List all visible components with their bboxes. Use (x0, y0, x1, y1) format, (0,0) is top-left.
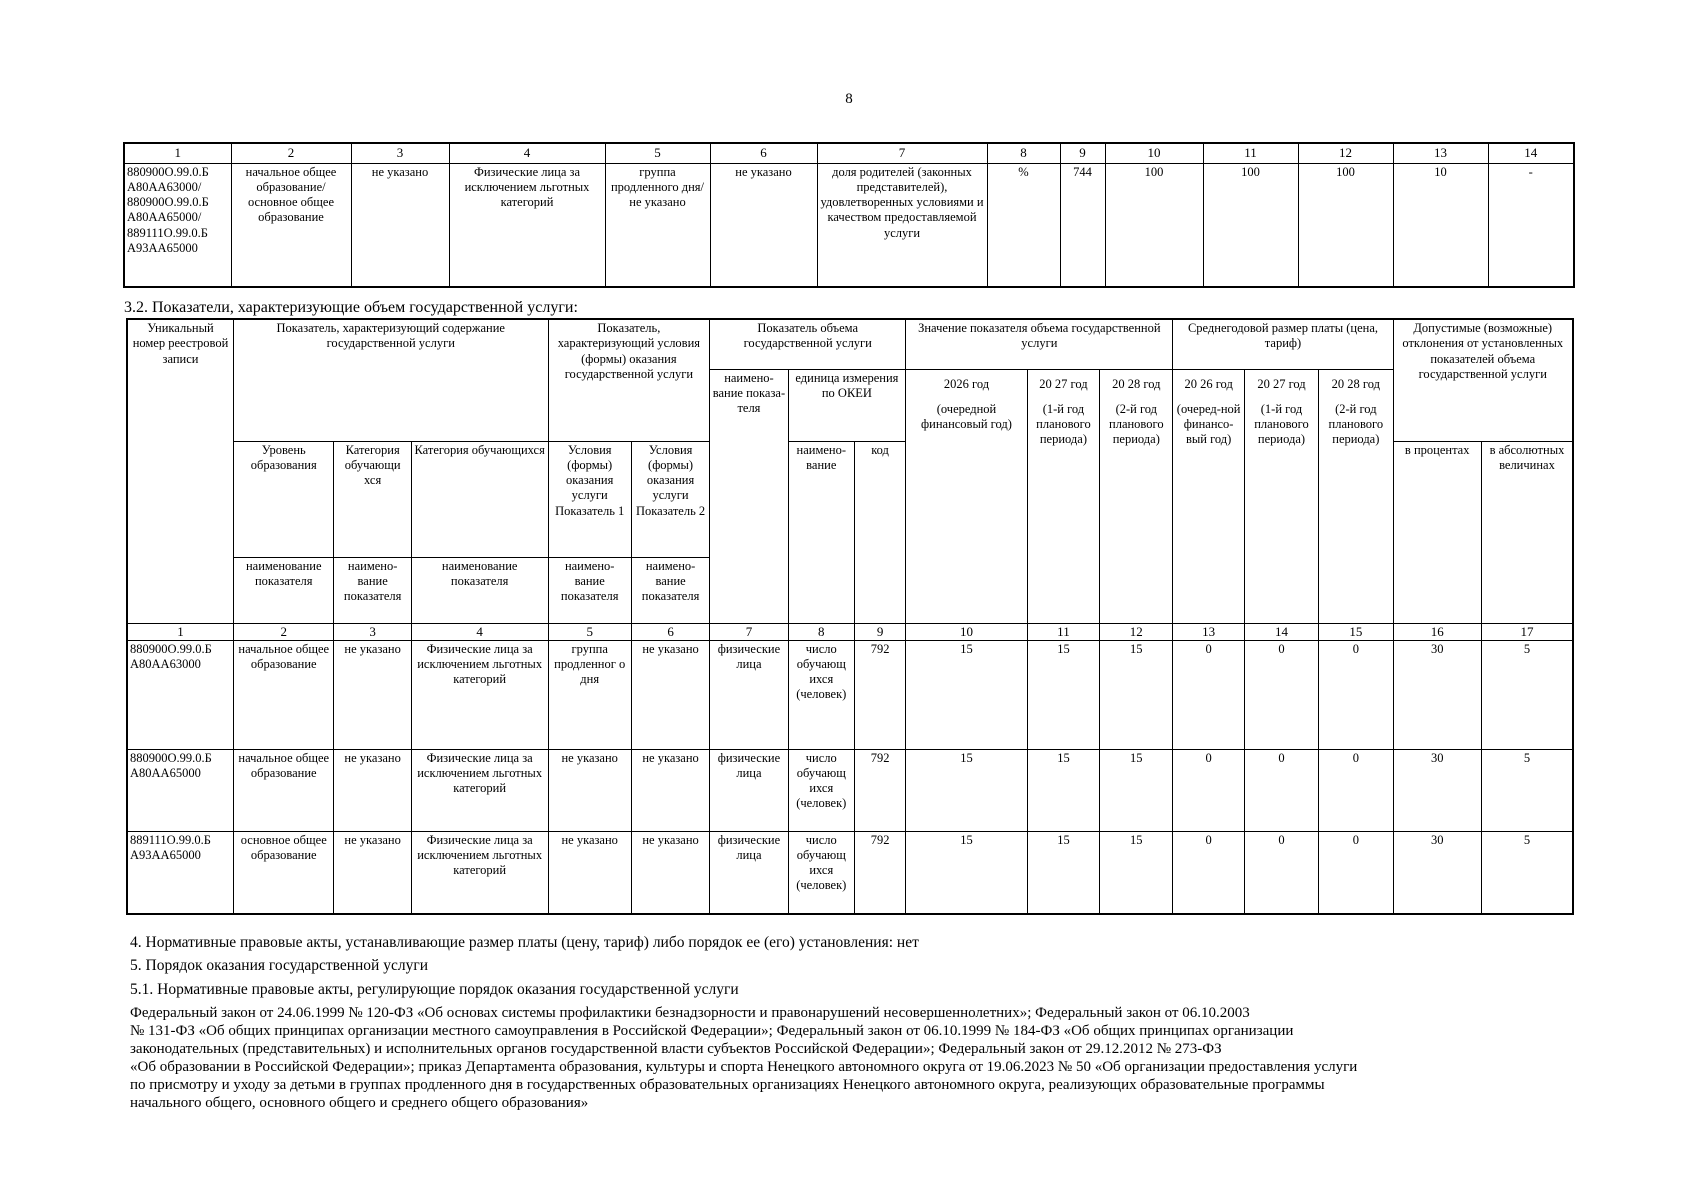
header-volume-indicator: Показатель объема государственной услуги (710, 319, 906, 369)
paragraph-5-1: 5.1. Нормативные правовые акты, регулирующие порядок оказания государственной услуги (130, 981, 739, 998)
header-fee-2028 (1319, 369, 1393, 623)
table-cell: 0 (1319, 831, 1393, 914)
table-cell: 15 (906, 831, 1028, 914)
table-cell: Физические лица за исключением льготных категорий (411, 749, 548, 831)
header-average-fee: Среднегодовой размер платы (цена, тариф) (1173, 319, 1393, 369)
header-fee-2027 (1244, 369, 1318, 623)
header-indicator-name: наимено-вание показа-теля (710, 369, 788, 623)
period-label: (2-й год планового периода) (1328, 401, 1384, 447)
table-cell: Физические лица за исключением льготных категорий (411, 831, 548, 914)
col-number: 8 (788, 623, 854, 640)
legal-acts-line: № 131-ФЗ «Об общих принципах организации местного самоуправления в Российской Федерации»; Федеральный закон от 06.10.1999 № 184-ФЗ «Об общих принципах организации (130, 1023, 1294, 1039)
year-label: 20 27 год (1257, 376, 1306, 391)
table-cell: число обучающ ихся (человек) (788, 640, 854, 749)
table-cell: не указано (334, 640, 411, 749)
table-cell: 792 (854, 831, 905, 914)
col-number: 6 (631, 623, 709, 640)
table-row (127, 831, 1573, 914)
header-indicator-name-5: наимено-вание показателя (548, 557, 631, 623)
header-unique-number: Уникальный номер реестровой записи (127, 319, 234, 623)
header-indicator-name-4: наименование показателя (411, 557, 548, 623)
col-number: 10 (906, 623, 1028, 640)
col-number: 10 (1105, 143, 1203, 163)
period-label: (1-й год планового периода) (1254, 401, 1309, 447)
header-in-absolute: в абсолютных величинах (1481, 441, 1573, 623)
table-cell: группа продленног о дня (548, 640, 631, 749)
section-heading-3-2: 3.2. Показатели, характеризующие объем государственной услуги: (124, 299, 578, 316)
header-unit: единица измерения по ОКЕИ (788, 369, 906, 441)
table-cell: 15 (1100, 831, 1173, 914)
col-number: 3 (351, 143, 449, 163)
table-cell: не указано (548, 749, 631, 831)
table-cell: доля родителей (законных представителей), удовлетворенных условиями и качеством предоставляемой услуги (817, 163, 987, 287)
table-cell: 744 (1060, 163, 1105, 287)
registry-number-cell: 889111О.99.0.Б А93АА65000 (127, 831, 234, 914)
header-row-1 (127, 319, 1573, 369)
table-cell: 0 (1173, 749, 1244, 831)
period-label: (очередной финансовый год) (921, 401, 1012, 431)
table-cell: 0 (1244, 831, 1318, 914)
col-number: 12 (1298, 143, 1393, 163)
header-condition-2: Условия (формы) оказания услуги Показатель 2 (631, 441, 709, 557)
header-student-category: Категория обучающихся (411, 441, 548, 557)
period-label: (2-й год планового периода) (1109, 401, 1164, 447)
table-cell: 15 (1027, 831, 1099, 914)
table-cell: 792 (854, 749, 905, 831)
col-number: 9 (1060, 143, 1105, 163)
col-number: 9 (854, 623, 905, 640)
table-cell: 100 (1298, 163, 1393, 287)
col-number: 14 (1488, 143, 1574, 163)
col-number: 13 (1393, 143, 1488, 163)
table-cell: 15 (906, 640, 1028, 749)
header-indicator-name-3: наимено-вание показателя (334, 557, 411, 623)
table-cell: 30 (1393, 831, 1481, 914)
table-cell: не указано (631, 640, 709, 749)
table-cell: 0 (1319, 640, 1393, 749)
year-label: 20 26 год (1184, 376, 1233, 391)
header-deviations: Допустимые (возможные) отклонения от установленных показателей объема государственной услуги (1393, 319, 1573, 441)
table-cell: 30 (1393, 749, 1481, 831)
table-cell: 30 (1393, 640, 1481, 749)
header-fee-2026 (1173, 369, 1244, 623)
table-cell: - (1488, 163, 1574, 287)
legal-acts-line: «Об образовании в Российской Федерации»; приказ Департамента образования, культуры и спорта Ненецкого автономного округа от 19.06.2023 № 50 «Об организации предоставления услуги (130, 1059, 1358, 1075)
header-student-category-short: Категория обучающи хся (334, 441, 411, 557)
paragraph-4: 4. Нормативные правовые акты, устанавливающие размер платы (цену, тариф) либо порядок ее (его) установления: нет (130, 934, 919, 951)
table-row (124, 163, 1574, 287)
table-cell: физические лица (710, 640, 788, 749)
registry-number-cell: 880900О.99.0.Б А80АА63000 (127, 640, 234, 749)
header-conditions-indicator: Показатель, характеризующий условия (формы) оказания государственной услуги (548, 319, 710, 441)
header-year-2026 (906, 369, 1028, 623)
table-cell: 0 (1319, 749, 1393, 831)
header-indicator-name-6: наимено-вание показателя (631, 557, 709, 623)
legal-acts-text (130, 1004, 1580, 1112)
table-cell: 0 (1244, 640, 1318, 749)
table-cell: 5 (1481, 640, 1573, 749)
table-cell: физические лица (710, 749, 788, 831)
registry-number-cell: 880900О.99.0.Б А80АА63000/ 880900О.99.0.Б А80АА65000/ 889111О.99.0.Б А93АА65000 (124, 163, 231, 287)
table-cell: 15 (1027, 749, 1099, 831)
paragraph-5: 5. Порядок оказания государственной услуги (130, 957, 428, 974)
table-cell: 10 (1393, 163, 1488, 287)
col-number: 15 (1319, 623, 1393, 640)
table-cell: начальное общее образование (234, 749, 334, 831)
table-cell: 100 (1105, 163, 1203, 287)
header-volume-value: Значение показателя объема государственной услуги (906, 319, 1173, 369)
table-cell: физические лица (710, 831, 788, 914)
col-number: 2 (231, 143, 351, 163)
period-label: (1-й год планового периода) (1036, 401, 1091, 447)
header-indicator-name-2: наименование показателя (234, 557, 334, 623)
header-condition-1: Условия (формы) оказания услуги Показатель 1 (548, 441, 631, 557)
col-number: 7 (710, 623, 788, 640)
col-number: 8 (987, 143, 1060, 163)
col-number: 1 (124, 143, 231, 163)
table-cell: 15 (1100, 749, 1173, 831)
table-cell: 5 (1481, 831, 1573, 914)
col-number: 13 (1173, 623, 1244, 640)
table-cell: 15 (1100, 640, 1173, 749)
year-label: 2026 год (943, 376, 990, 391)
legal-acts-line: Федеральный закон от 24.06.1999 № 120-ФЗ «Об основах системы профилактики безнадзорности и правонарушений несовершеннолетних»; Федеральный закон от 06.10.2003 (130, 1005, 1250, 1021)
quality-indicators-table (123, 142, 1575, 288)
year-label: 20 28 год (1112, 376, 1161, 391)
header-content-indicator: Показатель, характеризующий содержание государственной услуги (234, 319, 549, 441)
col-number: 3 (334, 623, 411, 640)
table-cell: 0 (1173, 640, 1244, 749)
year-label: 20 27 год (1039, 376, 1088, 391)
table-cell: 792 (854, 640, 905, 749)
table-cell: 0 (1244, 749, 1318, 831)
col-number: 6 (710, 143, 817, 163)
col-number: 14 (1244, 623, 1318, 640)
table-row (127, 749, 1573, 831)
table-cell: не указано (631, 749, 709, 831)
col-number: 5 (605, 143, 710, 163)
table-cell: Физические лица за исключением льготных категорий (411, 640, 548, 749)
col-number: 1 (127, 623, 234, 640)
table-cell: число обучающ ихся (человек) (788, 749, 854, 831)
column-number-row (127, 623, 1573, 640)
table-cell: не указано (334, 831, 411, 914)
table-cell: группа продленного дня/ не указано (605, 163, 710, 287)
column-number-row (124, 143, 1574, 163)
table-row (127, 640, 1573, 749)
registry-number-cell: 880900О.99.0.Б А80АА65000 (127, 749, 234, 831)
table-cell: начальное общее образование (234, 640, 334, 749)
table-cell: 5 (1481, 749, 1573, 831)
header-unit-name: наимено-вание (788, 441, 854, 623)
legal-acts-line: законодательных (представительных) и исполнительных органов государственной власти субъектов Российской Федерации»; Федеральный закон от 29.12.2012 № 273-ФЗ (130, 1041, 1222, 1057)
header-education-level: Уровень образования (234, 441, 334, 557)
col-number: 11 (1203, 143, 1298, 163)
header-year-2028 (1100, 369, 1173, 623)
col-number: 2 (234, 623, 334, 640)
table-cell: начальное общее образование/ основное общее образование (231, 163, 351, 287)
legal-acts-line: начального общего, основного общего и среднего общего образования» (130, 1095, 589, 1111)
table-cell: число обучающ ихся (человек) (788, 831, 854, 914)
col-number: 5 (548, 623, 631, 640)
table-cell: 15 (906, 749, 1028, 831)
col-number: 11 (1027, 623, 1099, 640)
period-label: (очеред-ной финансо-вый год) (1176, 401, 1241, 447)
table-cell: не указано (351, 163, 449, 287)
header-unit-code: код (854, 441, 905, 623)
col-number: 7 (817, 143, 987, 163)
col-number: 12 (1100, 623, 1173, 640)
table-cell: не указано (548, 831, 631, 914)
col-number: 17 (1481, 623, 1573, 640)
table-cell: % (987, 163, 1060, 287)
col-number: 4 (449, 143, 605, 163)
table-cell: основное общее образование (234, 831, 334, 914)
col-number: 4 (411, 623, 548, 640)
volume-indicators-table (126, 318, 1574, 915)
table-cell: 15 (1027, 640, 1099, 749)
page-number: 8 (845, 91, 853, 107)
table-cell: не указано (631, 831, 709, 914)
legal-acts-line: по присмотру и уходу за детьми в группах продленного дня в государственных образовательных организациях Ненецкого автономного округа, реализующих образовательные программы (130, 1077, 1325, 1093)
col-number: 16 (1393, 623, 1481, 640)
header-in-percent: в процентах (1393, 441, 1481, 623)
table-cell: 0 (1173, 831, 1244, 914)
table-cell: не указано (710, 163, 817, 287)
header-year-2027 (1027, 369, 1099, 623)
table-cell: не указано (334, 749, 411, 831)
table-cell: 100 (1203, 163, 1298, 287)
year-label: 20 28 год (1331, 376, 1380, 391)
table-cell: Физические лица за исключением льготных категорий (449, 163, 605, 287)
